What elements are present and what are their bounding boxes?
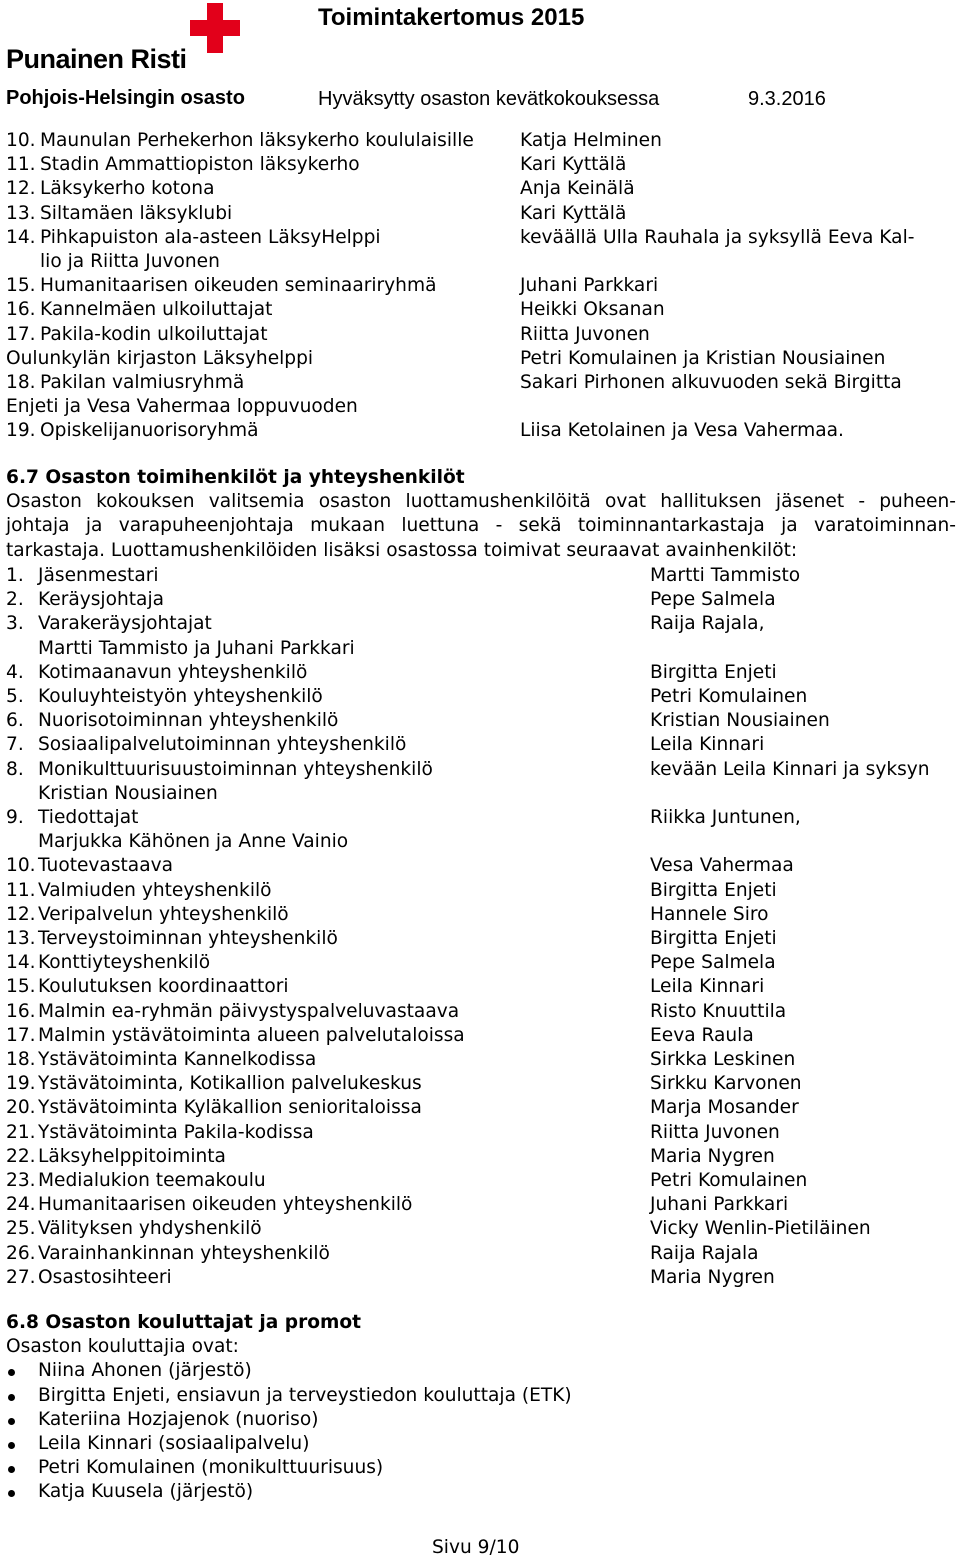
paragraph-line: Osaston kouluttajia ovat: <box>6 1336 239 1358</box>
role-number: 21. <box>6 1121 36 1143</box>
group-person: Juhani Parkkari <box>520 275 659 297</box>
branch-name: Pohjois-Helsingin osasto <box>6 87 245 109</box>
group-person-continued: Enjeti ja Vesa Vahermaa loppuvuoden <box>6 396 358 418</box>
group-person: Liisa Ketolainen ja Vesa Vahermaa. <box>520 420 844 442</box>
group-number: 13. <box>6 202 36 224</box>
role-number: 22. <box>6 1145 36 1167</box>
role-number: 16. <box>6 1000 36 1022</box>
role-person: Riikka Juntunen, <box>650 807 801 828</box>
role-name: Malmin ea-ryhmän päivystyspalveluvastaava <box>38 1000 460 1022</box>
role-person: Riitta Juvonen <box>650 1121 780 1143</box>
group-number: 18. <box>6 372 36 393</box>
role-number: 5. <box>6 686 24 707</box>
role-name: Medialukion teemakoulu <box>38 1170 266 1191</box>
role-person: Birgitta Enjeti <box>650 928 777 949</box>
role-number: 17. <box>6 1024 36 1046</box>
role-person: Martti Tammisto <box>650 565 801 586</box>
bullet-icon <box>8 1418 15 1425</box>
group-number: 17. <box>6 323 36 345</box>
group-number: 19. <box>6 420 36 442</box>
role-number: 20. <box>6 1097 36 1119</box>
role-number: 8. <box>6 758 24 780</box>
role-name: Konttiyteyshenkilö <box>38 952 211 974</box>
group-name: Siltamäen läksyklubi <box>40 202 233 224</box>
role-name: Malmin ystävätoiminta alueen palvelutaloissa <box>38 1024 465 1046</box>
org-logo-text: Punainen Risti <box>6 44 187 74</box>
section-heading: 6.8 Osaston kouluttajat ja promot <box>6 1312 362 1333</box>
role-number: 9. <box>6 807 24 828</box>
trainer-item: Leila Kinnari (sosiaalipalvelu) <box>38 1433 310 1454</box>
role-person: Leila Kinnari <box>650 976 765 998</box>
role-person: Juhani Parkkari <box>650 1194 789 1216</box>
role-person: Sirkka Leskinen <box>650 1049 796 1070</box>
role-name: Keräysjohtaja <box>38 589 165 611</box>
role-person: Birgitta Enjeti <box>650 879 777 901</box>
role-person: Petri Komulainen <box>650 1170 808 1191</box>
role-person: Risto Knuuttila <box>650 1000 787 1022</box>
role-person: Maria Nygren <box>650 1266 775 1288</box>
group-number: 11. <box>6 154 36 176</box>
group-number: 14. <box>6 226 36 248</box>
role-name: Kouluyhteistyön yhteyshenkilö <box>38 686 323 707</box>
group-person: Sakari Pirhonen alkuvuoden sekä Birgitta <box>520 372 902 393</box>
role-name: Monikulttuurisuustoiminnan yhteyshenkilö <box>38 758 433 780</box>
group-person: Riitta Juvonen <box>520 323 650 345</box>
role-name: Osastosihteeri <box>38 1266 172 1288</box>
role-name: Terveystoiminnan yhteyshenkilö <box>38 928 338 949</box>
role-number: 4. <box>6 661 24 683</box>
trainer-item: Niina Ahonen (järjestö) <box>38 1360 252 1382</box>
group-person: Katja Helminen <box>520 130 662 151</box>
red-cross-logo-icon <box>190 3 240 53</box>
group-name: Pakilan valmiusryhmä <box>40 372 245 393</box>
bullet-icon <box>8 1394 15 1401</box>
role-number: 13. <box>6 928 36 949</box>
role-name: Humanitaarisen oikeuden yhteyshenkilö <box>38 1194 413 1216</box>
group-name: Humanitaarisen oikeuden seminaariryhmä <box>40 275 437 297</box>
role-name: Tiedottajat <box>38 807 139 828</box>
role-person: Marja Mosander <box>650 1097 799 1119</box>
role-number: 18. <box>6 1049 36 1070</box>
role-person: Leila Kinnari <box>650 734 765 756</box>
role-name: Ystävätoiminta Pakila-kodissa <box>38 1121 314 1143</box>
role-name: Ystävätoiminta, Kotikallion palvelukeskus <box>38 1073 422 1095</box>
bullet-icon <box>8 1466 15 1473</box>
group-number: 10. <box>6 130 36 151</box>
role-name: Läksyhelppitoiminta <box>38 1145 226 1167</box>
role-name: Veripalvelun yhteyshenkilö <box>38 903 289 925</box>
bullet-icon <box>8 1490 15 1497</box>
role-name: Varakeräysjohtajat <box>38 613 212 635</box>
group-person: Heikki Oksanan <box>520 299 665 321</box>
role-person: Kristian Nousiainen <box>650 710 830 732</box>
group-person: keväällä Ulla Rauhala ja syksyllä Eeva Kal- <box>520 226 915 248</box>
role-number: 19. <box>6 1073 36 1095</box>
role-person: Pepe Salmela <box>650 952 776 974</box>
role-person: Vicky Wenlin-Pietiläinen <box>650 1218 871 1240</box>
role-number: 12. <box>6 903 36 925</box>
role-person: kevään Leila Kinnari ja syksyn <box>650 758 930 780</box>
role-person: Maria Nygren <box>650 1145 775 1167</box>
bullet-icon <box>8 1369 15 1376</box>
group-person: Petri Komulainen ja Kristian Nousiainen <box>520 347 886 369</box>
section-heading: 6.7 Osaston toimihenkilöt ja yhteyshenkilöt <box>6 467 465 488</box>
role-person: Raija Rajala, <box>650 613 765 635</box>
group-person-continued: lio ja Riitta Juvonen <box>40 251 220 272</box>
group-number: 16. <box>6 299 36 321</box>
role-name: Varainhankinnan yhteyshenkilö <box>38 1242 330 1264</box>
trainer-item: Kateriina Hozjajenok (nuoriso) <box>38 1408 319 1430</box>
role-person: Sirkku Karvonen <box>650 1073 802 1095</box>
role-number: 11. <box>6 879 36 901</box>
role-number: 10. <box>6 855 36 877</box>
group-name: Stadin Ammattiopiston läksykerho <box>40 154 360 176</box>
report-title: Toimintakertomus 2015 <box>318 4 585 31</box>
role-number: 14. <box>6 952 36 974</box>
page-number: Sivu 9/10 <box>432 1537 520 1558</box>
group-name: Oulunkylän kirjaston Läksyhelppi <box>6 347 314 369</box>
role-person: Pepe Salmela <box>650 589 776 611</box>
role-person-continued: Marjukka Kähönen ja Anne Vainio <box>38 831 349 853</box>
trainer-item: Katja Kuusela (järjestö) <box>38 1481 254 1503</box>
role-number: 2. <box>6 589 24 611</box>
role-person: Hannele Siro <box>650 903 769 925</box>
role-number: 23. <box>6 1170 36 1191</box>
role-number: 15. <box>6 976 36 998</box>
paragraph-line: Osaston kokouksen valitsemia osaston luottamushenkilöitä ovat hallituksen jäsenet - puheen- <box>6 491 956 513</box>
role-number: 27. <box>6 1266 36 1288</box>
role-name: Ystävätoiminta Kannelkodissa <box>38 1049 317 1070</box>
paragraph-line: johtaja ja varapuheenjohtaja mukaan luettuna - sekä toiminnantarkastaja ja varatoiminnan- <box>6 515 956 537</box>
role-number: 7. <box>6 734 24 756</box>
role-name: Välityksen yhdyshenkilö <box>38 1218 262 1240</box>
trainer-item: Petri Komulainen (monikulttuurisuus) <box>38 1457 384 1479</box>
role-person: Vesa Vahermaa <box>650 855 794 877</box>
role-name: Kotimaanavun yhteyshenkilö <box>38 661 308 683</box>
group-person: Kari Kyttälä <box>520 154 627 176</box>
role-number: 1. <box>6 565 24 586</box>
role-name: Jäsenmestari <box>38 565 159 586</box>
group-person: Kari Kyttälä <box>520 202 627 224</box>
group-name: Läksykerho kotona <box>40 178 215 200</box>
role-name: Koulutuksen koordinaattori <box>38 976 289 998</box>
group-person: Anja Keinälä <box>520 178 635 200</box>
approval-note: Hyväksytty osaston kevätkokouksessa <box>318 88 660 110</box>
group-number: 12. <box>6 178 36 200</box>
role-number: 24. <box>6 1194 36 1216</box>
group-name: Kannelmäen ulkoiluttajat <box>40 299 273 321</box>
approval-date: 9.3.2016 <box>748 88 826 110</box>
role-name: Valmiuden yhteyshenkilö <box>38 879 272 901</box>
role-person: Petri Komulainen <box>650 686 808 707</box>
bullet-icon <box>8 1442 15 1449</box>
group-name: Maunulan Perhekerhon läksykerho koululaisille <box>40 130 474 151</box>
role-number: 6. <box>6 710 24 732</box>
role-name: Nuorisotoiminnan yhteyshenkilö <box>38 710 339 732</box>
group-number: 15. <box>6 275 36 297</box>
role-person: Birgitta Enjeti <box>650 661 777 683</box>
group-name: Pihkapuiston ala-asteen LäksyHelppi <box>40 226 381 248</box>
trainer-item: Birgitta Enjeti, ensiavun ja terveystiedon kouluttaja (ETK) <box>38 1384 572 1406</box>
role-name: Sosiaalipalvelutoiminnan yhteyshenkilö <box>38 734 407 756</box>
role-number: 26. <box>6 1242 36 1264</box>
group-name: Opiskelijanuorisoryhmä <box>40 420 259 442</box>
role-number: 25. <box>6 1218 36 1240</box>
group-name: Pakila-kodin ulkoiluttajat <box>40 323 268 345</box>
role-name: Ystävätoiminta Kyläkallion senioritaloissa <box>38 1097 422 1119</box>
role-number: 3. <box>6 613 24 635</box>
role-name: Tuotevastaava <box>38 855 173 877</box>
role-person-continued: Kristian Nousiainen <box>38 782 218 804</box>
role-person-continued: Martti Tammisto ja Juhani Parkkari <box>38 637 355 659</box>
paragraph-line: tarkastaja. Luottamushenkilöiden lisäksi osastossa toimivat seuraavat avainhenkilöt: <box>6 539 798 561</box>
role-person: Raija Rajala <box>650 1242 759 1264</box>
role-person: Eeva Raula <box>650 1024 754 1046</box>
